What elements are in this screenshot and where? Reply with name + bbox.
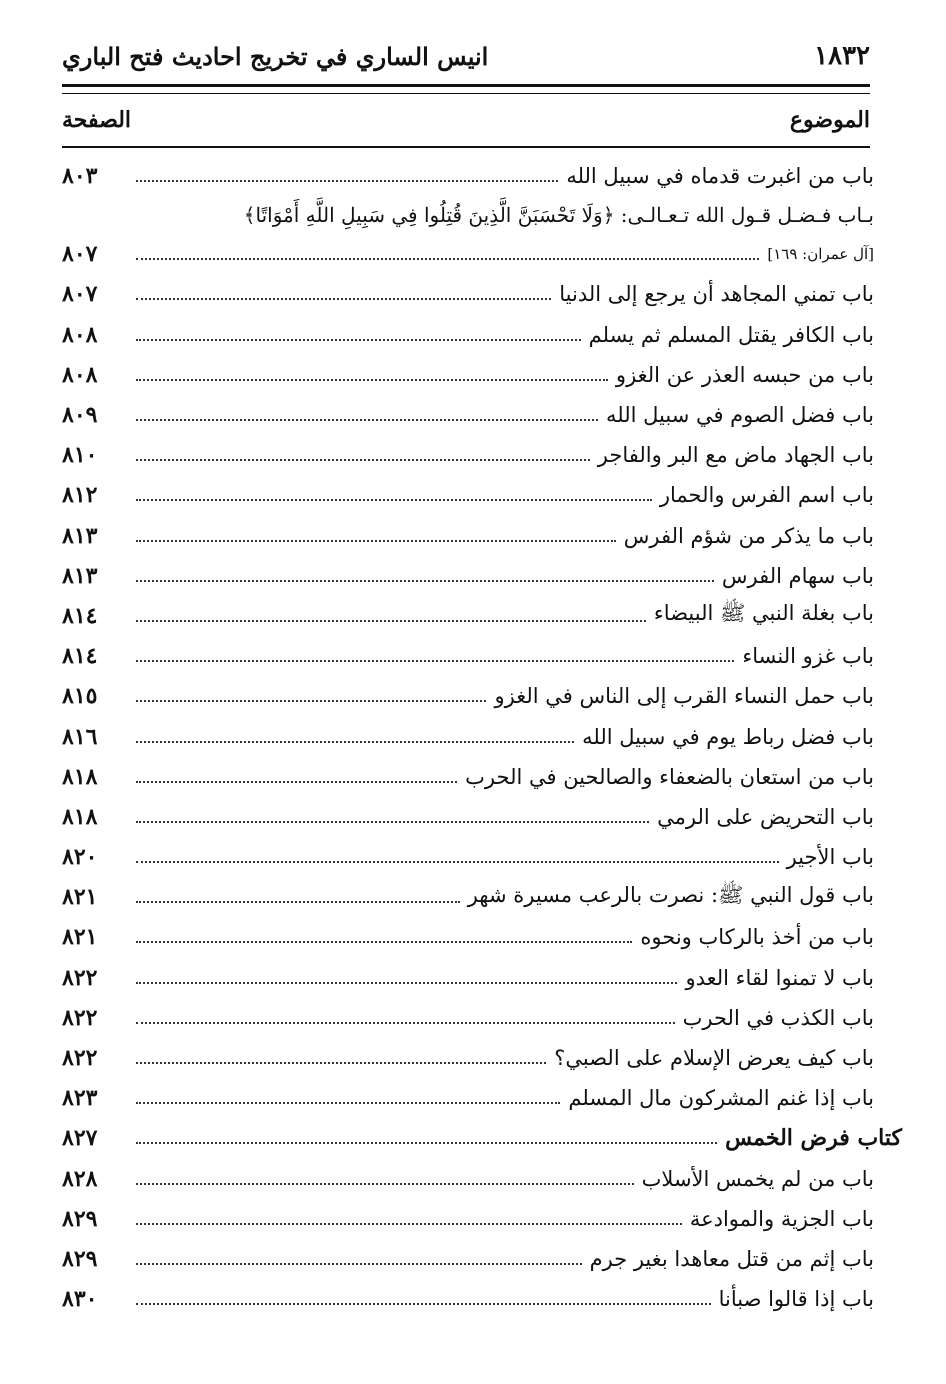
dot-leader <box>136 861 779 863</box>
entry-page: ٨١٠ <box>62 442 98 469</box>
entry-page: ٨٢٠ <box>62 844 98 871</box>
entry-page: ٨٢٩ <box>62 1205 98 1232</box>
toc-entry <box>62 958 874 998</box>
toc-entry <box>62 475 874 515</box>
dot-leader <box>136 1102 560 1104</box>
entry-title: باب سهام الفرس <box>721 563 874 588</box>
entry-title: باب لا تمنوا لقاء العدو <box>685 965 874 990</box>
entry-title: باب من اغبرت قدماه في سبيل الله <box>566 164 874 189</box>
toc-entry <box>62 556 874 596</box>
toc-entry <box>62 676 874 716</box>
entry-title: باب كيف يعرض الإسلام على الصبي؟ <box>554 1046 874 1071</box>
entry-title: باب إذا قالوا صبأنا <box>718 1287 874 1312</box>
entry-page: ٨٢١ <box>62 884 98 911</box>
entry-page: ٨٢٢ <box>62 1004 98 1031</box>
dot-leader <box>136 1062 546 1064</box>
toc-entry <box>62 1159 874 1199</box>
entry-page: ٨١٢ <box>62 482 98 509</box>
toc-entry <box>62 355 874 395</box>
toc-entry <box>62 1078 874 1118</box>
entry-title: باب بغلة النبي ﷺ البيضاء <box>653 601 874 626</box>
entry-page: ٨١٨ <box>62 803 98 830</box>
toc-entry <box>62 1239 874 1279</box>
dot-leader <box>136 660 734 662</box>
dot-leader <box>136 741 574 743</box>
entry-title: باب اسم الفرس والحمار <box>659 483 874 508</box>
book-heading-title: كتاب فرض الخمس <box>725 1125 902 1152</box>
entry-title: باب من استعان بالضعفاء والصالحين في الحرب <box>465 764 874 789</box>
toc-entry <box>62 998 874 1038</box>
toc-entry <box>62 716 874 756</box>
dot-leader <box>136 459 590 461</box>
dot-leader <box>136 620 646 622</box>
entry-page: ٨١٥ <box>62 683 98 710</box>
toc-entry <box>62 1279 874 1319</box>
dot-leader <box>136 298 551 300</box>
book-title: انيس الساري في تخريج احاديث فتح الباري <box>62 41 489 71</box>
entry-page: ٨٢٧ <box>62 1125 98 1152</box>
dot-leader <box>136 1183 634 1185</box>
toc-entry <box>62 156 874 196</box>
dot-leader <box>136 379 608 381</box>
entry-title: باب من حبسه العذر عن الغزو <box>615 362 874 387</box>
toc-entry <box>62 274 874 314</box>
entry-page: ٨١٤ <box>62 643 98 670</box>
dot-leader <box>136 1303 711 1305</box>
entry-title: باب إذا غنم المشركون مال المسلم <box>568 1086 874 1111</box>
entry-page: ٨٢٨ <box>62 1165 98 1192</box>
toc-entry <box>62 1038 874 1078</box>
entry-page: ٨٠٩ <box>62 402 98 429</box>
dot-leader <box>136 1263 582 1265</box>
entry-page: ٨١٨ <box>62 763 98 790</box>
entry-title: بـاب فـضـل قـول الله تـعـالـى: ﴿وَلَا تَحْسَبَنَّ الَّذِينَ قُتِلُوا فِي سَبِيلِ اللَّهِ أَمْوَاتًا﴾ <box>243 203 874 228</box>
dot-leader <box>136 941 632 943</box>
dot-leader <box>136 419 598 421</box>
dot-leader <box>136 540 616 542</box>
toc-entry <box>62 435 874 475</box>
dot-leader <box>136 1223 682 1225</box>
entry-page: ٨٠٨ <box>62 361 98 388</box>
toc-entry <box>62 315 874 355</box>
column-header-rule <box>62 146 870 148</box>
dot-leader <box>136 700 486 702</box>
toc-entry <box>62 516 874 556</box>
entry-page: ٨٠٣ <box>62 163 98 190</box>
entry-title: باب قول النبي ﷺ: نصرت بالرعب مسيرة شهر <box>467 882 874 907</box>
entry-page: ٨٠٧ <box>62 241 98 268</box>
toc-entry <box>62 837 874 877</box>
entry-page: ٨٢٢ <box>62 964 98 991</box>
dot-leader <box>136 1142 717 1144</box>
table-of-contents <box>62 156 902 1319</box>
page-column-heading: الصفحة <box>62 107 132 133</box>
entry-title: باب غزو النساء <box>742 644 874 669</box>
entry-title: [آل عمران: ١٦٩] <box>767 245 874 264</box>
entry-title: باب من لم يخمس الأسلاب <box>641 1166 874 1191</box>
toc-entry <box>62 797 874 837</box>
dot-leader <box>136 499 652 501</box>
entry-title: باب حمل النساء القرب إلى الناس في الغزو <box>494 684 874 709</box>
entry-title: باب ما يذكر من شؤم الفرس <box>623 523 874 548</box>
header-double-rule <box>62 84 870 94</box>
entry-title: باب الجهاد ماض مع البر والفاجر <box>597 443 874 468</box>
entry-title: باب فضل رباط يوم في سبيل الله <box>582 724 874 749</box>
entry-title: باب التحريض على الرمي <box>657 804 874 829</box>
entry-title: باب فضل الصوم في سبيل الله <box>606 403 874 428</box>
entry-page: ٨٢٢ <box>62 1045 98 1072</box>
entry-title: باب الجزية والموادعة <box>689 1206 874 1231</box>
dot-leader <box>136 258 759 260</box>
toc-entry <box>62 596 874 636</box>
entry-title: باب الكذب في الحرب <box>682 1005 874 1030</box>
dot-leader <box>136 1022 675 1024</box>
running-header <box>62 34 870 78</box>
toc-entry <box>62 196 874 234</box>
entry-title: باب من أخذ بالركاب ونحوه <box>640 925 874 950</box>
topic-column-heading: الموضوع <box>789 107 870 133</box>
toc-entry <box>62 636 874 676</box>
entry-page: ٨٢٩ <box>62 1245 98 1272</box>
dot-leader <box>136 781 457 783</box>
entry-page: ٨٢١ <box>62 924 98 951</box>
entry-page: ٨٠٨ <box>62 321 98 348</box>
dot-leader <box>136 580 714 582</box>
entry-title: باب تمني المجاهد أن يرجع إلى الدنيا <box>559 282 874 307</box>
entry-page: ٨١٤ <box>62 602 98 629</box>
entry-page: ٨١٣ <box>62 562 98 589</box>
page-number: ١٨٣٢ <box>814 41 870 71</box>
entry-page: ٨١٦ <box>62 723 98 750</box>
toc-entry <box>62 877 874 917</box>
entry-page: ٨٢٣ <box>62 1085 98 1112</box>
entry-page: ٨٣٠ <box>62 1286 98 1313</box>
dot-leader <box>136 982 677 984</box>
column-headers <box>62 100 870 140</box>
entry-page: ٨٠٧ <box>62 281 98 308</box>
dot-leader <box>136 339 581 341</box>
toc-entry <box>62 917 874 957</box>
toc-entry <box>62 757 874 797</box>
dot-leader <box>136 821 649 823</box>
entry-title: باب الكافر يقتل المسلم ثم يسلم <box>588 322 874 347</box>
entry-title: باب الأجير <box>786 845 874 870</box>
entry-title: باب إثم من قتل معاهدا بغير جرم <box>589 1246 874 1271</box>
dot-leader <box>136 180 558 182</box>
dot-leader <box>136 901 460 903</box>
toc-entry <box>62 1199 874 1239</box>
entry-page: ٨١٣ <box>62 522 98 549</box>
toc-book-heading <box>62 1118 902 1158</box>
toc-entry <box>62 395 874 435</box>
toc-entry <box>62 234 874 274</box>
